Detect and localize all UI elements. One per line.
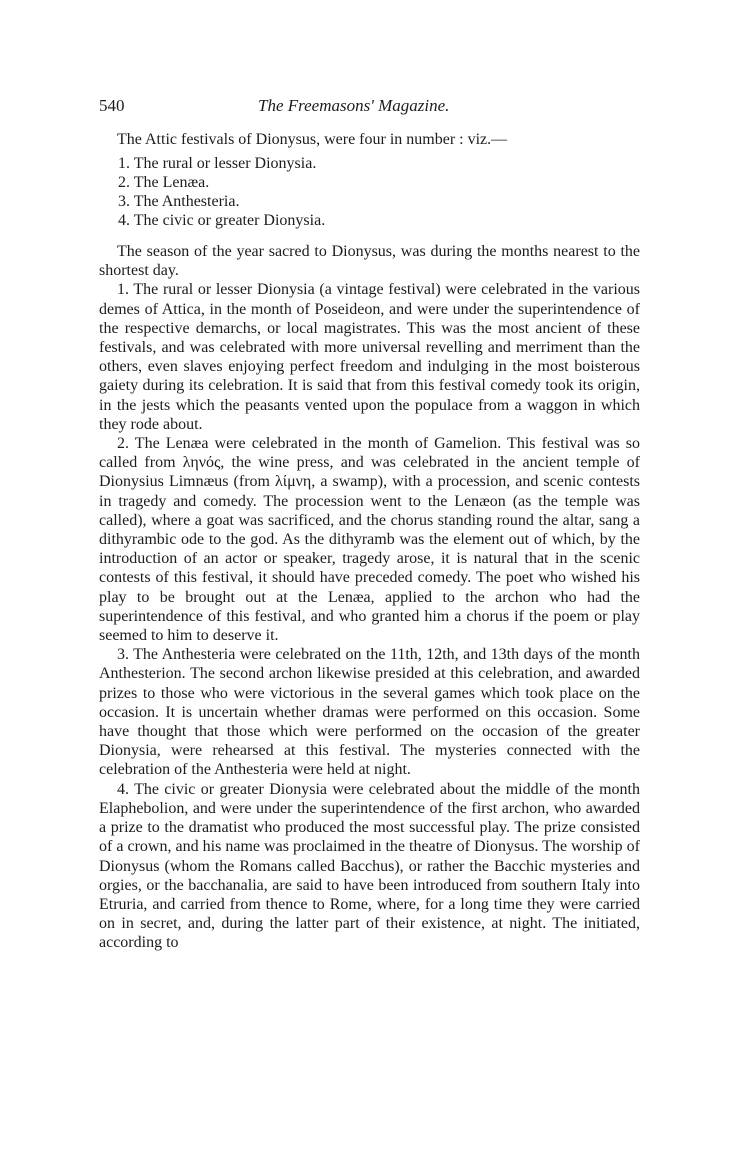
magazine-page — [99, 92, 640, 1152]
festival-list — [99, 154, 640, 230]
paragraph-season: The season of the year sacred to Dionysus, was during the months nearest to the shortest day. — [99, 243, 640, 280]
page-number: 540 — [99, 96, 125, 115]
intro-sentence: The Attic festivals of Dionysus, were four in number : viz.— — [117, 131, 508, 148]
running-title: The Freemasons' Magazine. — [258, 96, 450, 115]
list-item: 4. The civic or greater Dionysia. — [118, 212, 326, 229]
list-item: 1. The rural or lesser Dionysia. — [118, 155, 317, 172]
list-item: 3. The Anthesteria. — [118, 193, 240, 210]
page-header — [99, 92, 640, 122]
paragraph-anthesteria: 3. The Anthesteria were celebrated on the 11th, 12th, and 13th days of the month Anthesterion. The second archon likewise presided at this celebration, and awarded prizes to those who were victorious in the several games which took place on the occasion. It is uncertain whether dramas were performed on this occasion. Some have thought that those which were performed on the occasion of the greater Dionysia, were rehearsed at this festival. The mysteries connected with the celebration of the Anthesteria were held at night. — [99, 646, 640, 779]
paragraph-greater-dionysia: 4. The civic or greater Dionysia were celebrated about the middle of the month Elaphebolion, and were under the superintendence of the first archon, who awarded a prize to the dramatist who produced the most successful play. The prize consisted of a crown, and his name was proclaimed in the theatre of Dionysus. The worship of Dionysus (whom the Romans called Bacchus), or rather the Bacchic mysteries and orgies, or the bacchanalia, are said to have been introduced from southern Italy into Etruria, and carried from thence to Rome, where, for a long time they were carried on in secret, and, during the latter part of their existence, at night. The initiated, according to — [99, 780, 640, 952]
paragraph-lenaea: 2. The Lenæa were celebrated in the month of Gamelion. This festival was so called from ληνός, the wine press, and was celebrated in the ancient temple of Dionysius Limnæus (from λίμνη, a swamp), with a procession, and scenic contests in tragedy and comedy. The procession went to the Lenæon (as the temple was called), where a goat was sacrificed, and the chorus standing round the altar, sang a dithyrambic ode to the god. As the dithyramb was the element out of which, by the introduction of an actor or speaker, tragedy arose, it is natural that in the scenic contests of this festival, it should have preceded comedy. The poet who wished his play to be brought out at the Lenæa, applied to the archon who had the superintendence of this festival, and who granted him a chorus if the poem or play seemed to him to deserve it. — [99, 435, 640, 645]
paragraph-rural-dionysia: 1. The rural or lesser Dionysia (a vintage festival) were celebrated in the various demes of Attica, in the month of Poseideon, and were under the superintendence of the respective demarchs, or local magistrates. This was the most ancient of these festivals, and was celebrated with more universal revelling and merriment than the others, even slaves enjoying perfect freedom and indulging in the most boisterous gaiety during its celebration. It is said that from this festival comedy took its origin, in the jests which the peasants vented upon the populace from a waggon in which they rode about. — [99, 281, 640, 433]
list-item: 2. The Lenæa. — [118, 174, 210, 191]
